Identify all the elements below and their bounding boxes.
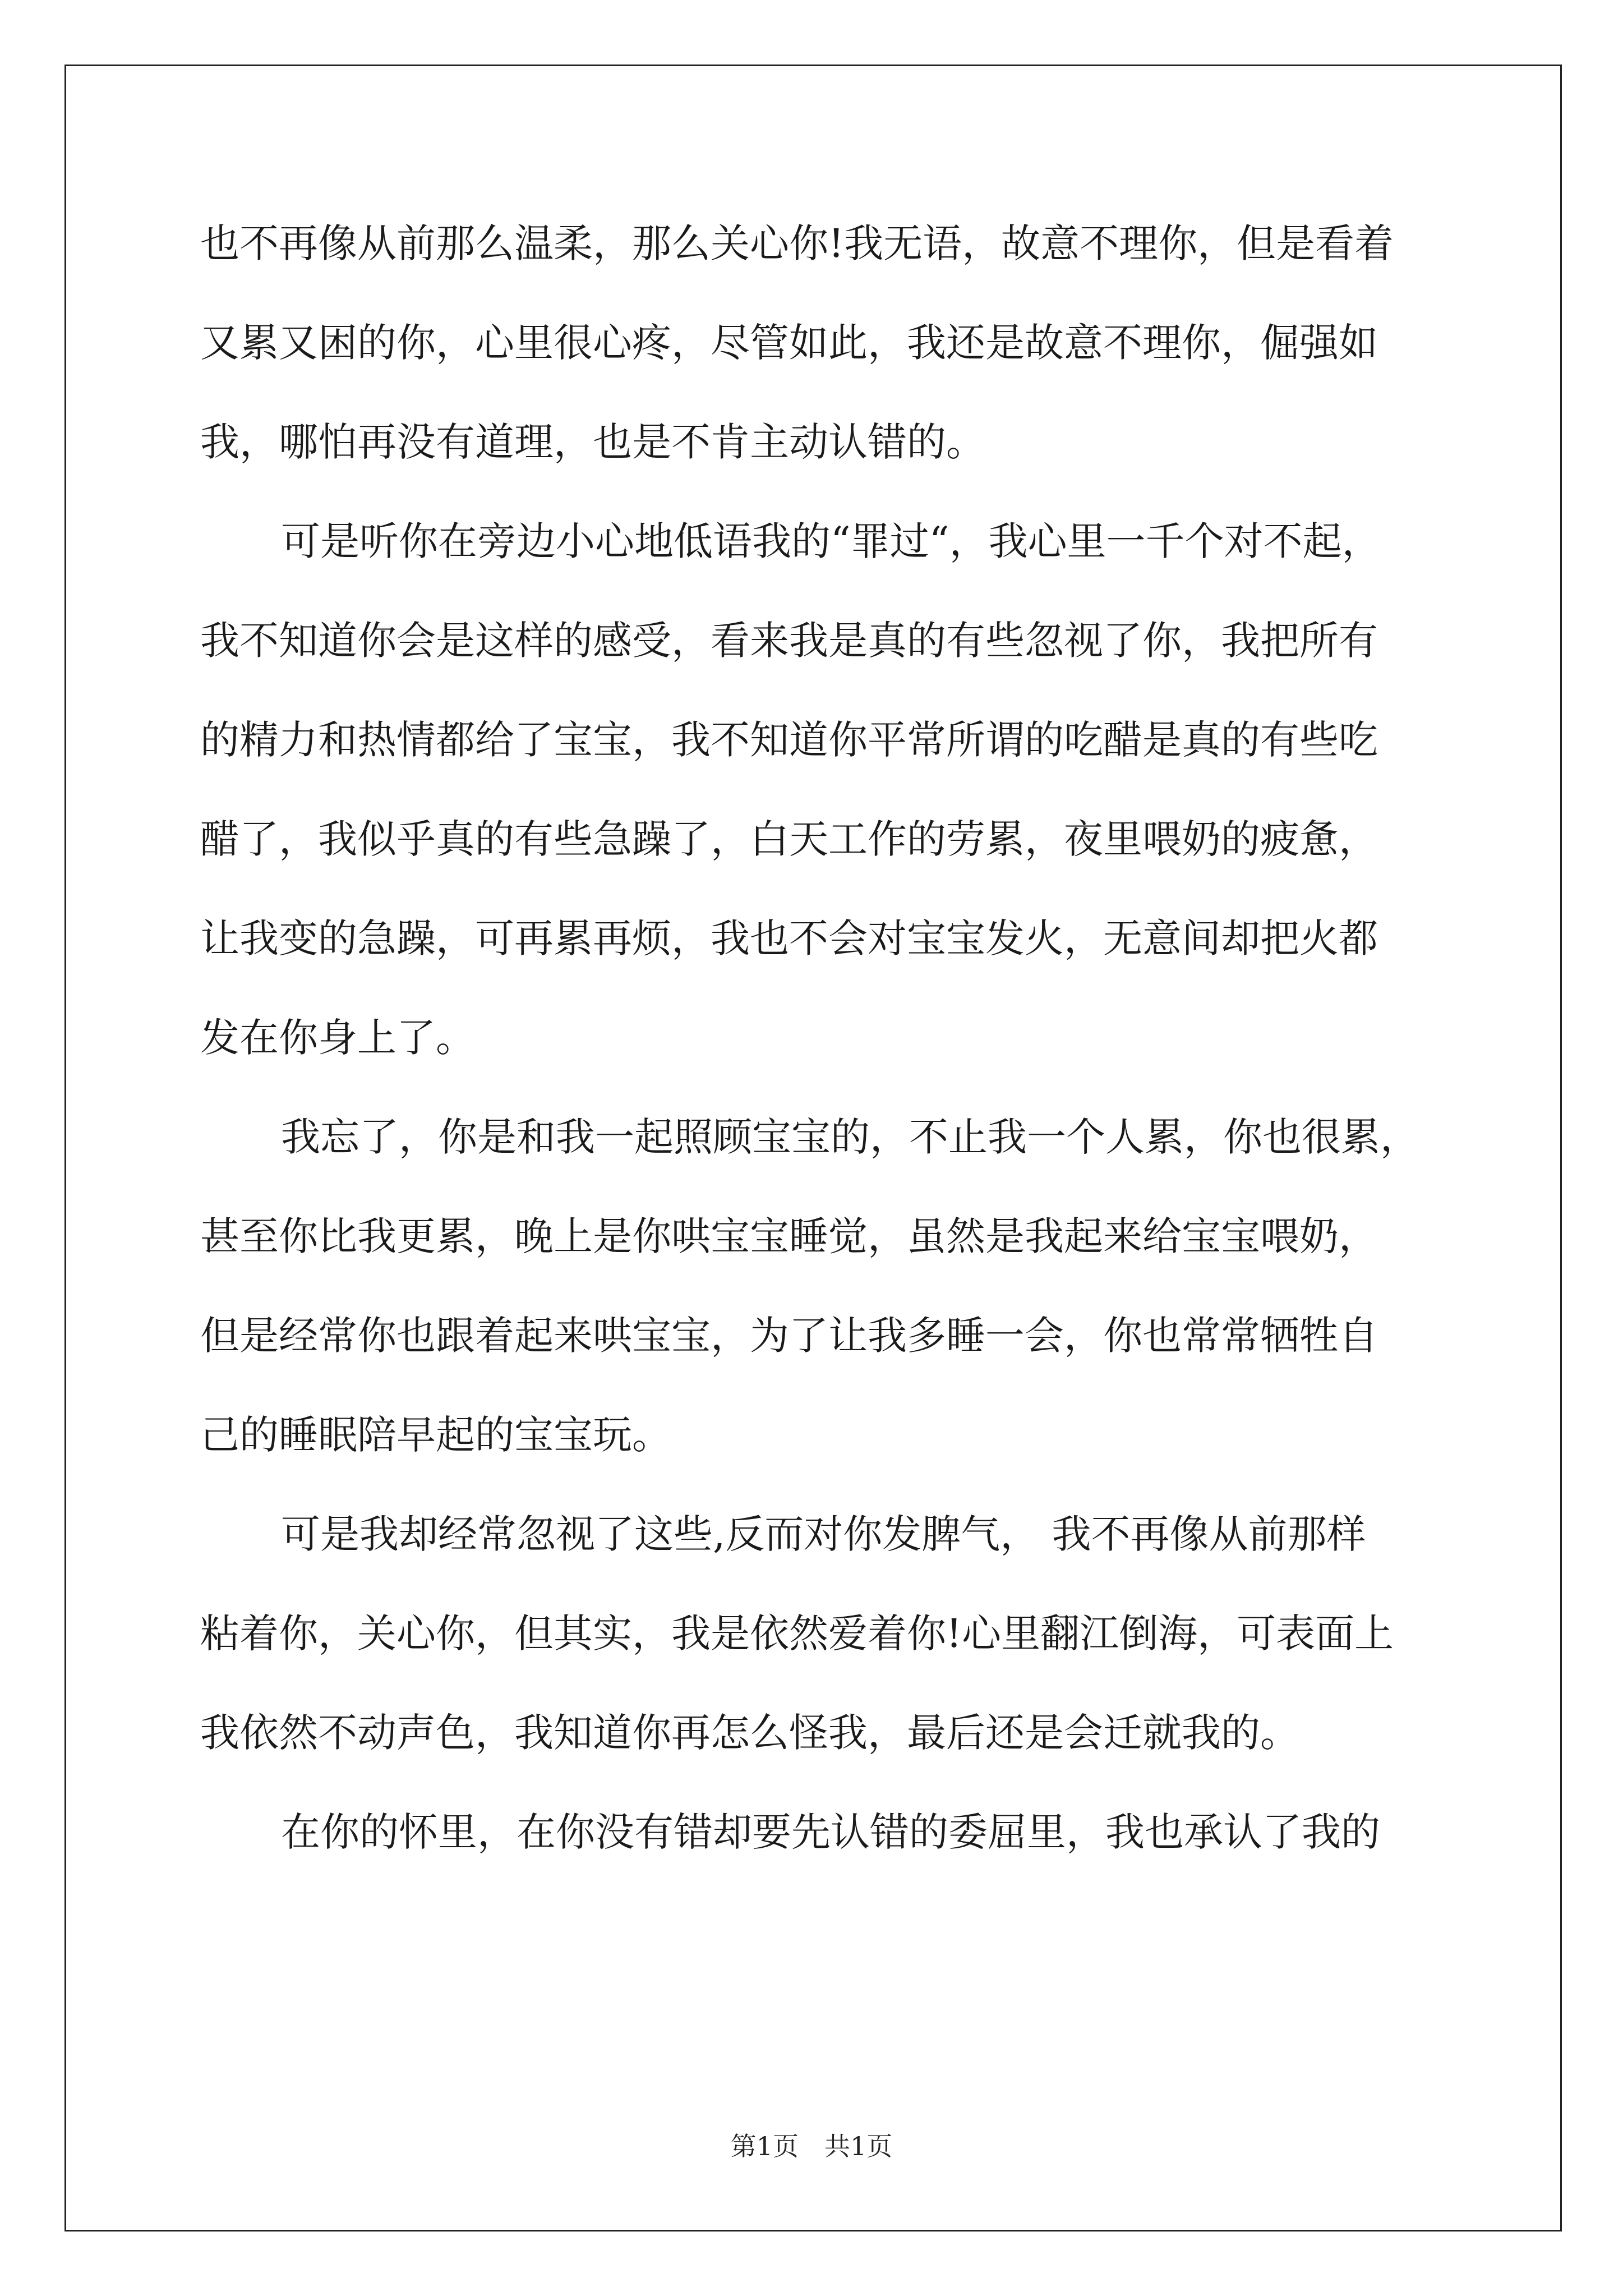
- text-line: 让我变的急躁，可再累再烦，我也不会对宝宝发火，无意间却把火都: [200, 915, 1378, 961]
- paragraph-first-line: 可是听你在旁边小心地低语我的“罪过“，我心里一千个对不起，: [281, 518, 1381, 564]
- text-line: 己的睡眠陪早起的宝宝玩。: [200, 1412, 671, 1458]
- text-line: 发在你身上了。: [200, 1015, 475, 1061]
- page-number: 第1页 共1页: [730, 2131, 893, 2161]
- text-line: 甚至你比我更累，晚上是你哄宝宝睡觉，虽然是我起来给宝宝喂奶，: [200, 1213, 1378, 1259]
- text-line: 醋了，我似乎真的有些急躁了，白天工作的劳累，夜里喂奶的疲惫，: [200, 816, 1378, 862]
- paragraph-first-line: 在你的怀里，在你没有错却要先认错的委屈里，我也承认了我的: [281, 1809, 1380, 1855]
- document-body: [200, 215, 1434, 1903]
- text-line: 又累又困的你，心里很心疼，尽管如此，我还是故意不理你，倔强如: [200, 320, 1378, 366]
- paragraph-first-line: 我忘了，你是和我一起照顾宝宝的，不止我一个人累，你也很累，: [281, 1114, 1419, 1160]
- text-line: 粘着你，关心你，但其实，我是依然爱着你!心里翻江倒海，可表面上: [200, 1611, 1394, 1657]
- text-line: 我不知道你会是这样的感受，看来我是真的有些忽视了你，我把所有: [200, 618, 1378, 664]
- text-line: 我依然不动声色，我知道你再怎么怪我，最后还是会迁就我的。: [200, 1710, 1299, 1756]
- text-line: 的精力和热情都给了宝宝，我不知道你平常所谓的吃醋是真的有些吃: [200, 717, 1378, 763]
- paragraph-first-line: 可是我却经常忽视了这些,反而对你发脾气， 我不再像从前那样: [281, 1511, 1366, 1557]
- text-line: 也不再像从前那么温柔，那么关心你!我无语，故意不理你，但是看着: [200, 220, 1394, 266]
- text-line: 但是经常你也跟着起来哄宝宝，为了让我多睡一会，你也常常牺牲自: [200, 1313, 1378, 1359]
- text-line: 我，哪怕再没有道理，也是不肯主动认错的。: [200, 419, 985, 465]
